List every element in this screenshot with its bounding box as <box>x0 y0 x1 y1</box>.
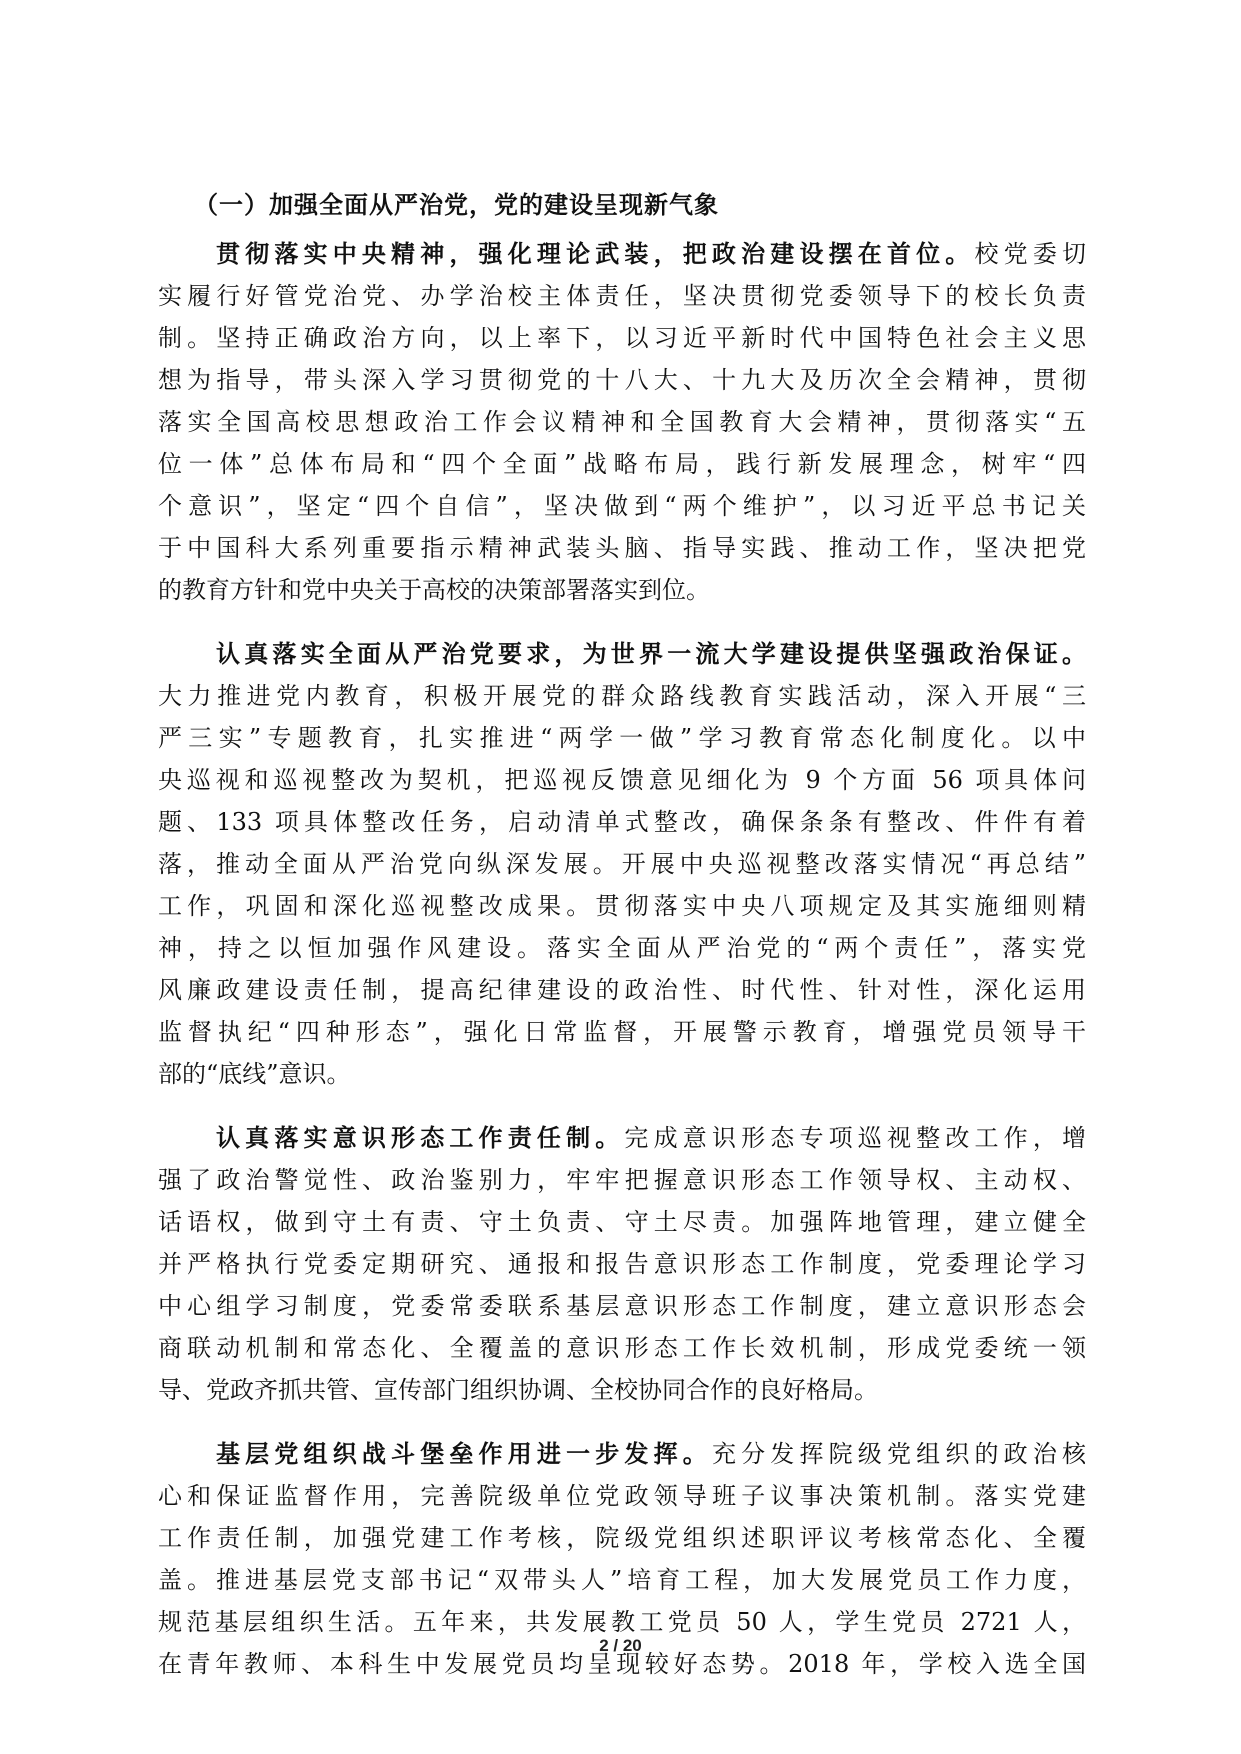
paragraph-lead: 基层党组织战斗堡垒作用进一步发挥。 <box>216 1439 712 1468</box>
paragraph-line: 大力推进党内教育，积极开展党的群众路线教育实践活动，深入开展“三 <box>158 682 1086 710</box>
paragraph-line: 工作，巩固和深化巡视整改成果。贯彻落实中央八项规定及其实施细则精 <box>158 892 1086 920</box>
paragraph-strict-governance <box>158 633 1086 1095</box>
section-heading: （一）加强全面从严治党，党的建设呈现新气象 <box>194 190 719 219</box>
paragraph-lead: 贯彻落实中央精神，强化理论武装，把政治建设摆在首位。 <box>216 239 975 268</box>
paragraph-line: 神，持之以恒加强作风建设。落实全面从严治党的“两个责任”，落实党 <box>158 934 1086 962</box>
paragraph-line: 风廉政建设责任制，提高纪律建设的政治性、时代性、针对性，深化运用 <box>158 976 1086 1004</box>
paragraph-line: 话语权，做到守土有责、守土负责、守土尽责。加强阵地管理，建立健全 <box>158 1208 1086 1236</box>
paragraph-first-line <box>158 633 1086 675</box>
paragraph-line: 落，推动全面从严治党向纵深发展。开展中央巡视整改落实情况“再总结” <box>158 850 1086 878</box>
paragraph-first-line <box>158 233 1086 275</box>
paragraph-line: 严三实”专题教育，扎实推进“两学一做”学习教育常态化制度化。以中 <box>158 724 1086 752</box>
paragraph-line: 导、党政齐抓共管、宣传部门组织协调、全校协同合作的良好格局。 <box>158 1376 878 1404</box>
paragraph-line: 中心组学习制度，党委常委联系基层意识形态工作制度，建立意识形态会 <box>158 1292 1086 1320</box>
paragraph-line: 商联动机制和常态化、全覆盖的意识形态工作长效机制，形成党委统一领 <box>158 1334 1086 1362</box>
paragraph-line: 监督执纪“四种形态”，强化日常监督，开展警示教育，增强党员领导干 <box>158 1018 1086 1046</box>
paragraph-line: 工作责任制，加强党建工作考核，院级党组织述职评议考核常态化、全覆 <box>158 1524 1086 1552</box>
page-number: 2 / 20 <box>599 1636 642 1655</box>
paragraph-lead: 认真落实意识形态工作责任制。 <box>216 1123 625 1152</box>
paragraph-lead: 认真落实全面从严治党要求，为世界一流大学建设提供坚强政治保证。 <box>216 639 1086 668</box>
paragraph-line: 的教育方针和党中央关于高校的决策部署落实到位。 <box>158 576 710 604</box>
paragraph-line: 落实全国高校思想政治工作会议精神和全国教育大会精神，贯彻落实“五 <box>158 408 1086 436</box>
paragraph-text: 校党委切 <box>974 240 1086 268</box>
paragraph-line: 想为指导，带头深入学习贯彻党的十八大、十九大及历次全会精神，贯彻 <box>158 366 1086 394</box>
paragraph-line: 央巡视和巡视整改为契机，把巡视反馈意见细化为 9 个方面 56 项具体问 <box>158 766 1086 794</box>
paragraph-line: 规范基层组织生活。五年来，共发展教工党员 50 人，学生党员 2721 人， <box>158 1608 1086 1636</box>
paragraph-text: 完成意识形态专项巡视整改工作，增 <box>624 1124 1086 1152</box>
paragraph-line: 制。坚持正确政治方向，以上率下，以习近平新时代中国特色社会主义思 <box>158 324 1086 352</box>
document-body <box>158 183 1086 1707</box>
paragraph-line: 题、133 项具体整改任务，启动清单式整改，确保条条有整改、件件有着 <box>158 808 1086 836</box>
paragraph-ideology-responsibility <box>158 1117 1086 1411</box>
paragraph-line: 实履行好管党治党、办学治校主体责任，坚决贯彻党委领导下的校长负责 <box>158 282 1086 310</box>
paragraph-first-line <box>158 1433 1086 1475</box>
paragraph-line: 于中国科大系列重要指示精神武装头脑、指导实践、推动工作，坚决把党 <box>158 534 1086 562</box>
paragraph-line: 位一体”总体布局和“四个全面”战略布局，践行新发展理念，树牢“四 <box>158 450 1086 478</box>
paragraph-line: 强了政治警觉性、政治鉴别力，牢牢把握意识形态工作领导权、主动权、 <box>158 1166 1086 1194</box>
paragraph-first-line <box>158 1117 1086 1159</box>
paragraph-line: 个意识”，坚定“四个自信”，坚决做到“两个维护”，以习近平总书记关 <box>158 492 1086 520</box>
paragraph-line: 并严格执行党委定期研究、通报和报告意识形态工作制度，党委理论学习 <box>158 1250 1086 1278</box>
paragraph-political-building <box>158 233 1086 611</box>
paragraph-line: 心和保证监督作用，完善院级单位党政领导班子议事决策机制。落实党建 <box>158 1482 1086 1510</box>
paragraph-line: 在青年教师、本科生中发展党员均呈现较好态势。2018 年，学校入选全国 <box>158 1650 1086 1678</box>
paragraph-line: 部的“底线”意识。 <box>158 1060 351 1088</box>
paragraph-line: 盖。推进基层党支部书记“双带头人”培育工程，加大发展党员工作力度， <box>158 1566 1086 1594</box>
paragraph-text: 充分发挥院级党组织的政治核 <box>711 1440 1086 1468</box>
